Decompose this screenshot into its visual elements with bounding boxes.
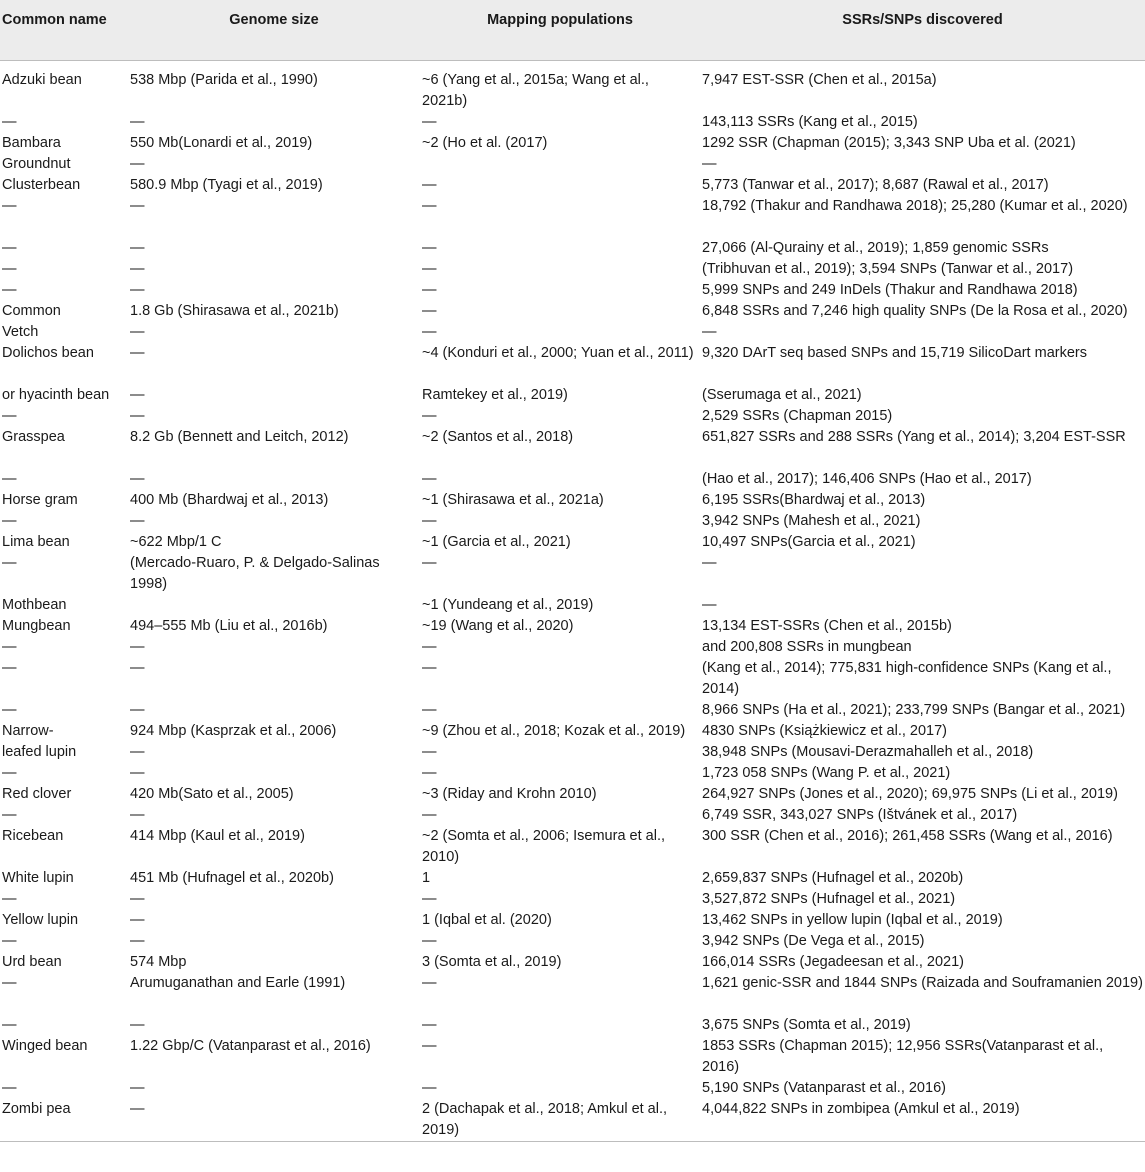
cell-ssrs-snps: 27,066 (Al-Qurainy et al., 2019); 1,859 genomic SSRs — [702, 239, 1049, 256]
cell-ssrs-snps: 2,659,837 SNPs (Hufnagel et al., 2020b) — [702, 869, 964, 886]
table-row — [0, 385, 1145, 406]
cell-genome-size: 924 Mbp (Kasprzak et al., 2006) — [130, 722, 337, 739]
cell-mapping-populations: ~4 (Konduri et al., 2000; Yuan et al., 2011) — [422, 344, 694, 361]
cell-genome-size: — — [130, 407, 145, 424]
cell-common-name: — — [2, 764, 17, 781]
cell-common-name: Red clover — [2, 785, 72, 802]
cell-common-name: — — [2, 1079, 17, 1096]
cell-ssrs-snps: (Kang et al., 2014); 775,831 high-confidence SNPs (Kang et al., 2014) — [702, 659, 1112, 697]
cell-genome-size: — — [130, 155, 145, 172]
cell-ssrs-snps: 10,497 SNPs(Garcia et al., 2021) — [702, 533, 916, 550]
cell-genome-size: — — [130, 764, 145, 781]
table-row — [0, 658, 1145, 700]
cell-mapping-populations: — — [422, 512, 437, 529]
table-row — [0, 511, 1145, 532]
cell-common-name: — — [2, 239, 17, 256]
cell-mapping-populations: — — [422, 554, 437, 571]
cell-ssrs-snps: 1,621 genic-SSR and 1844 SNPs (Raizada and Souframanien 2019) — [702, 974, 1143, 991]
cell-common-name: White lupin — [2, 869, 74, 886]
cell-ssrs-snps: 3,942 SNPs (Mahesh et al., 2021) — [702, 512, 921, 529]
cell-ssrs-snps: — — [702, 596, 717, 613]
cell-mapping-populations: ~1 (Garcia et al., 2021) — [422, 533, 571, 550]
cell-genome-size: — — [130, 239, 145, 256]
cell-mapping-populations: ~2 (Somta et al., 2006; Isemura et al., 2010) — [422, 827, 666, 865]
cell-ssrs-snps: 13,462 SNPs in yellow lupin (Iqbal et al., 2019) — [702, 911, 1003, 928]
cell-common-name: — — [2, 512, 17, 529]
cell-mapping-populations: — — [422, 1016, 437, 1033]
cell-genome-size: — — [130, 386, 145, 403]
cell-mapping-populations: — — [422, 764, 437, 781]
cell-mapping-populations: — — [422, 239, 437, 256]
cell-genome-size: — — [130, 911, 145, 928]
table-row — [0, 595, 1145, 616]
cell-ssrs-snps: 166,014 SSRs (Jegadeesan et al., 2021) — [702, 953, 964, 970]
cell-genome-size: — — [130, 470, 145, 487]
cell-genome-size: — — [130, 932, 145, 949]
cell-genome-size: 580.9 Mbp (Tyagi et al., 2019) — [130, 176, 323, 193]
cell-common-name: — — [2, 260, 17, 277]
cell-genome-size — [128, 595, 420, 616]
table-row — [0, 1099, 1145, 1142]
table-row — [0, 763, 1145, 784]
cell-ssrs-snps: 651,827 SSRs and 288 SSRs (Yang et al., 2014); 3,204 EST-SSR — [702, 428, 1126, 445]
cell-ssrs-snps: 5,773 (Tanwar et al., 2017); 8,687 (Rawal et al., 2017) — [702, 176, 1049, 193]
cell-common-name: Lima bean — [2, 533, 70, 550]
cell-common-name: Common — [2, 302, 61, 319]
cell-mapping-populations: — — [422, 113, 437, 130]
cell-mapping-populations: Ramtekey et al., 2019) — [422, 386, 568, 403]
cell-mapping-populations: 2 (Dachapak et al., 2018; Amkul et al., 2019) — [420, 1099, 700, 1142]
table-row — [0, 1078, 1145, 1099]
cell-mapping-populations: — — [422, 281, 437, 298]
cell-genome-size: — — [130, 344, 145, 361]
table-row — [0, 154, 1145, 175]
table-row — [0, 259, 1145, 280]
cell-mapping-populations: — — [422, 890, 437, 907]
cell-common-name: Bambara — [2, 134, 61, 151]
cell-genome-size: 400 Mb (Bhardwaj et al., 2013) — [130, 491, 329, 508]
cell-genome-size: 451 Mb (Hufnagel et al., 2020b) — [130, 869, 334, 886]
cell-ssrs-snps: 38,948 SNPs (Mousavi-Derazmahalleh et al., 2018) — [702, 743, 1034, 760]
cell-mapping-populations: — — [422, 260, 437, 277]
cell-common-name: Vetch — [2, 323, 39, 340]
cell-mapping-populations: ~19 (Wang et al., 2020) — [422, 617, 574, 634]
cell-mapping-populations: — — [422, 407, 437, 424]
cell-common-name: — — [2, 638, 17, 655]
cell-common-name: Groundnut — [2, 155, 71, 172]
table-row — [0, 133, 1145, 154]
cell-genome-size: 494–555 Mb (Liu et al., 2016b) — [130, 617, 328, 634]
table-row — [0, 343, 1145, 385]
cell-ssrs-snps: (Sserumaga et al., 2021) — [702, 386, 862, 403]
cell-mapping-populations: — — [422, 197, 437, 214]
cell-ssrs-snps: (Hao et al., 2017); 146,406 SNPs (Hao et al., 2017) — [702, 470, 1032, 487]
cell-common-name: Clusterbean — [2, 176, 81, 193]
cell-ssrs-snps: 6,195 SSRs(Bhardwaj et al., 2013) — [702, 491, 926, 508]
cell-genome-size: 574 Mbp — [130, 953, 187, 970]
cell-mapping-populations: ~3 (Riday and Krohn 2010) — [422, 785, 597, 802]
table-row — [0, 406, 1145, 427]
cell-ssrs-snps: and 200,808 SSRs in mungbean — [702, 638, 912, 655]
cell-common-name: Urd bean — [2, 953, 62, 970]
header-row — [0, 0, 1145, 60]
cell-common-name: — — [2, 554, 17, 571]
table-header — [0, 0, 1145, 60]
cell-mapping-populations: ~9 (Zhou et al., 2018; Kozak et al., 2019) — [422, 722, 686, 739]
cell-ssrs-snps: 264,927 SNPs (Jones et al., 2020); 69,975 SNPs (Li et al., 2019) — [702, 785, 1118, 802]
table-row — [0, 322, 1145, 343]
table-row — [0, 469, 1145, 490]
cell-common-name: — — [2, 197, 17, 214]
cell-genome-size: — — [130, 1016, 145, 1033]
table-row — [0, 784, 1145, 805]
table-row — [0, 910, 1145, 931]
cell-mapping-populations: — — [422, 659, 437, 676]
cell-ssrs-snps: — — [702, 554, 717, 571]
table-row — [0, 112, 1145, 133]
cell-common-name: Zombi pea — [0, 1099, 128, 1142]
table-row — [0, 490, 1145, 511]
cell-genome-size: — — [130, 806, 145, 823]
cell-ssrs-snps: 2,529 SSRs (Chapman 2015) — [702, 407, 893, 424]
table-row — [0, 427, 1145, 469]
cell-ssrs-snps: — — [702, 323, 717, 340]
cell-common-name: Winged bean — [2, 1037, 88, 1054]
table-row — [0, 238, 1145, 259]
cell-genome-size: — — [130, 512, 145, 529]
cell-mapping-populations: ~2 (Santos et al., 2018) — [422, 428, 574, 445]
cell-mapping-populations: — — [422, 701, 437, 718]
cell-genome-size: — — [130, 197, 145, 214]
cell-ssrs-snps: 9,320 DArT seq based SNPs and 15,719 SilicoDart markers — [702, 344, 1087, 361]
table-row — [0, 805, 1145, 826]
cell-genome-size: — — [130, 260, 145, 277]
cell-ssrs-snps: 1853 SSRs (Chapman 2015); 12,956 SSRs(Vatanparast et al., 2016) — [702, 1037, 1104, 1075]
cell-genome-size: — — [128, 1099, 420, 1142]
cell-ssrs-snps: 1292 SSR (Chapman (2015); 3,343 SNP Uba et al. (2021) — [702, 134, 1076, 151]
cell-mapping-populations: — — [422, 1079, 437, 1096]
table-row — [0, 868, 1145, 889]
cell-mapping-populations: 1 — [422, 869, 431, 886]
cell-mapping-populations: — — [422, 638, 437, 655]
cell-ssrs-snps: 3,527,872 SNPs (Hufnagel et al., 2021) — [702, 890, 956, 907]
table-row — [0, 1036, 1145, 1078]
table-row — [0, 532, 1145, 553]
table-row — [0, 175, 1145, 196]
cell-genome-size: — — [130, 701, 145, 718]
header-common-name: Common name — [0, 0, 128, 60]
cell-common-name: Horse gram — [2, 491, 78, 508]
cell-mapping-populations — [420, 154, 700, 175]
cell-ssrs-snps: (Tribhuvan et al., 2019); 3,594 SNPs (Tanwar et al., 2017) — [702, 260, 1074, 277]
cell-common-name: — — [2, 890, 17, 907]
cell-common-name: — — [2, 1016, 17, 1033]
cell-mapping-populations: — — [422, 932, 437, 949]
cell-ssrs-snps: 300 SSR (Chen et al., 2016); 261,458 SSRs (Wang et al., 2016) — [702, 827, 1113, 844]
cell-genome-size: — — [130, 323, 145, 340]
cell-common-name: — — [2, 659, 17, 676]
cell-common-name: Yellow lupin — [2, 911, 79, 928]
cell-ssrs-snps: 6,848 SSRs and 7,246 high quality SNPs (De la Rosa et al., 2020) — [702, 302, 1128, 319]
cell-genome-size: 1.8 Gb (Shirasawa et al., 2021b) — [130, 302, 339, 319]
cell-ssrs-snps: 3,675 SNPs (Somta et al., 2019) — [702, 1016, 911, 1033]
table-row — [0, 553, 1145, 595]
cell-genome-size: Arumuganathan and Earle (1991) — [130, 974, 346, 991]
table-row — [0, 280, 1145, 301]
cell-mapping-populations: 1 (Iqbal et al. (2020) — [422, 911, 552, 928]
cell-common-name: Adzuki bean — [2, 71, 82, 88]
table-row — [0, 721, 1145, 742]
cell-ssrs-snps: 8,966 SNPs (Ha et al., 2021); 233,799 SNPs (Bangar et al., 2021) — [702, 701, 1126, 718]
cell-common-name: — — [2, 701, 17, 718]
cell-mapping-populations: ~6 (Yang et al., 2015a; Wang et al., 2021b) — [422, 71, 649, 109]
table-row — [0, 931, 1145, 952]
cell-mapping-populations: — — [422, 1037, 437, 1054]
cell-common-name: or hyacinth bean — [2, 386, 110, 403]
cell-common-name: — — [2, 470, 17, 487]
cell-ssrs-snps: 18,792 (Thakur and Randhawa 2018); 25,280 (Kumar et al., 2020) — [702, 197, 1128, 214]
cell-common-name: Dolichos bean — [2, 344, 94, 361]
cell-common-name: — — [2, 974, 17, 991]
table-row — [0, 637, 1145, 658]
cell-mapping-populations: ~2 (Ho et al. (2017) — [422, 134, 548, 151]
cell-ssrs-snps: 4830 SNPs (Książkiewicz et al., 2017) — [702, 722, 947, 739]
table-row — [0, 973, 1145, 1015]
table-row — [0, 742, 1145, 763]
cell-mapping-populations: 3 (Somta et al., 2019) — [422, 953, 562, 970]
cell-ssrs-snps: 143,113 SSRs (Kang et al., 2015) — [702, 113, 918, 130]
cell-common-name: — — [2, 407, 17, 424]
cell-genome-size: (Mercado-Ruaro, P. & Delgado-Salinas 1998) — [130, 554, 380, 592]
cell-genome-size: — — [130, 890, 145, 907]
cell-common-name: leafed lupin — [2, 743, 77, 760]
cell-genome-size: — — [130, 113, 145, 130]
cell-genome-size: 538 Mbp (Parida et al., 1990) — [130, 71, 318, 88]
cell-common-name: — — [2, 806, 17, 823]
table-body — [0, 60, 1145, 1141]
cell-common-name: Mungbean — [2, 617, 71, 634]
cell-genome-size: — — [130, 1079, 145, 1096]
table-row — [0, 700, 1145, 721]
cell-genome-size: 414 Mbp (Kaul et al., 2019) — [130, 827, 305, 844]
cell-genome-size: 550 Mb(Lonardi et al., 2019) — [130, 134, 313, 151]
cell-genome-size: — — [130, 281, 145, 298]
cell-ssrs-snps: — — [702, 155, 717, 172]
cell-ssrs-snps: 7,947 EST-SSR (Chen et al., 2015a) — [702, 71, 937, 88]
cell-common-name: — — [2, 281, 17, 298]
cell-mapping-populations: ~1 (Shirasawa et al., 2021a) — [422, 491, 604, 508]
cell-mapping-populations: — — [422, 470, 437, 487]
cell-ssrs-snps: 1,723 058 SNPs (Wang P. et al., 2021) — [702, 764, 951, 781]
table-row — [0, 616, 1145, 637]
cell-common-name: Mothbean — [2, 596, 67, 613]
cell-common-name: — — [2, 932, 17, 949]
cell-ssrs-snps: 5,999 SNPs and 249 InDels (Thakur and Randhawa 2018) — [702, 281, 1078, 298]
table-row — [0, 60, 1145, 112]
cell-mapping-populations: — — [422, 806, 437, 823]
cell-genome-size: — — [130, 743, 145, 760]
cell-common-name: Narrow- — [2, 722, 54, 739]
cell-mapping-populations: — — [422, 302, 437, 319]
header-genome-size: Genome size — [128, 0, 420, 60]
cell-ssrs-snps: 4,044,822 SNPs in zombipea (Amkul et al., 2019) — [700, 1099, 1145, 1142]
cell-mapping-populations: — — [422, 743, 437, 760]
cell-mapping-populations: ~1 (Yundeang et al., 2019) — [422, 596, 594, 613]
cell-mapping-populations: — — [422, 974, 437, 991]
table-row — [0, 1015, 1145, 1036]
cell-genome-size: 420 Mb(Sato et al., 2005) — [130, 785, 294, 802]
cell-genome-size: — — [130, 659, 145, 676]
cell-ssrs-snps: 6,749 SSR, 343,027 SNPs (Ištvánek et al., 2017) — [702, 806, 1018, 823]
cell-genome-size: 1.22 Gbp/C (Vatanparast et al., 2016) — [130, 1037, 371, 1054]
cell-ssrs-snps: 3,942 SNPs (De Vega et al., 2015) — [702, 932, 925, 949]
cell-ssrs-snps: 13,134 EST-SSRs (Chen et al., 2015b) — [702, 617, 952, 634]
cell-common-name: — — [2, 113, 17, 130]
cell-genome-size: 8.2 Gb (Bennett and Leitch, 2012) — [130, 428, 349, 445]
table-row — [0, 952, 1145, 973]
table-row — [0, 889, 1145, 910]
cell-genome-size: ~622 Mbp/1 C — [130, 533, 222, 550]
cell-genome-size: — — [130, 638, 145, 655]
table-row — [0, 196, 1145, 238]
cell-mapping-populations: — — [422, 176, 437, 193]
cell-ssrs-snps: 5,190 SNPs (Vatanparast et al., 2016) — [702, 1079, 946, 1096]
table-row — [0, 826, 1145, 868]
header-ssrs-snps: SSRs/SNPs discovered — [700, 0, 1145, 60]
header-mapping-populations: Mapping populations — [420, 0, 700, 60]
cell-mapping-populations: — — [422, 323, 437, 340]
cell-common-name: Ricebean — [2, 827, 64, 844]
table-row — [0, 301, 1145, 322]
cell-common-name: Grasspea — [2, 428, 65, 445]
